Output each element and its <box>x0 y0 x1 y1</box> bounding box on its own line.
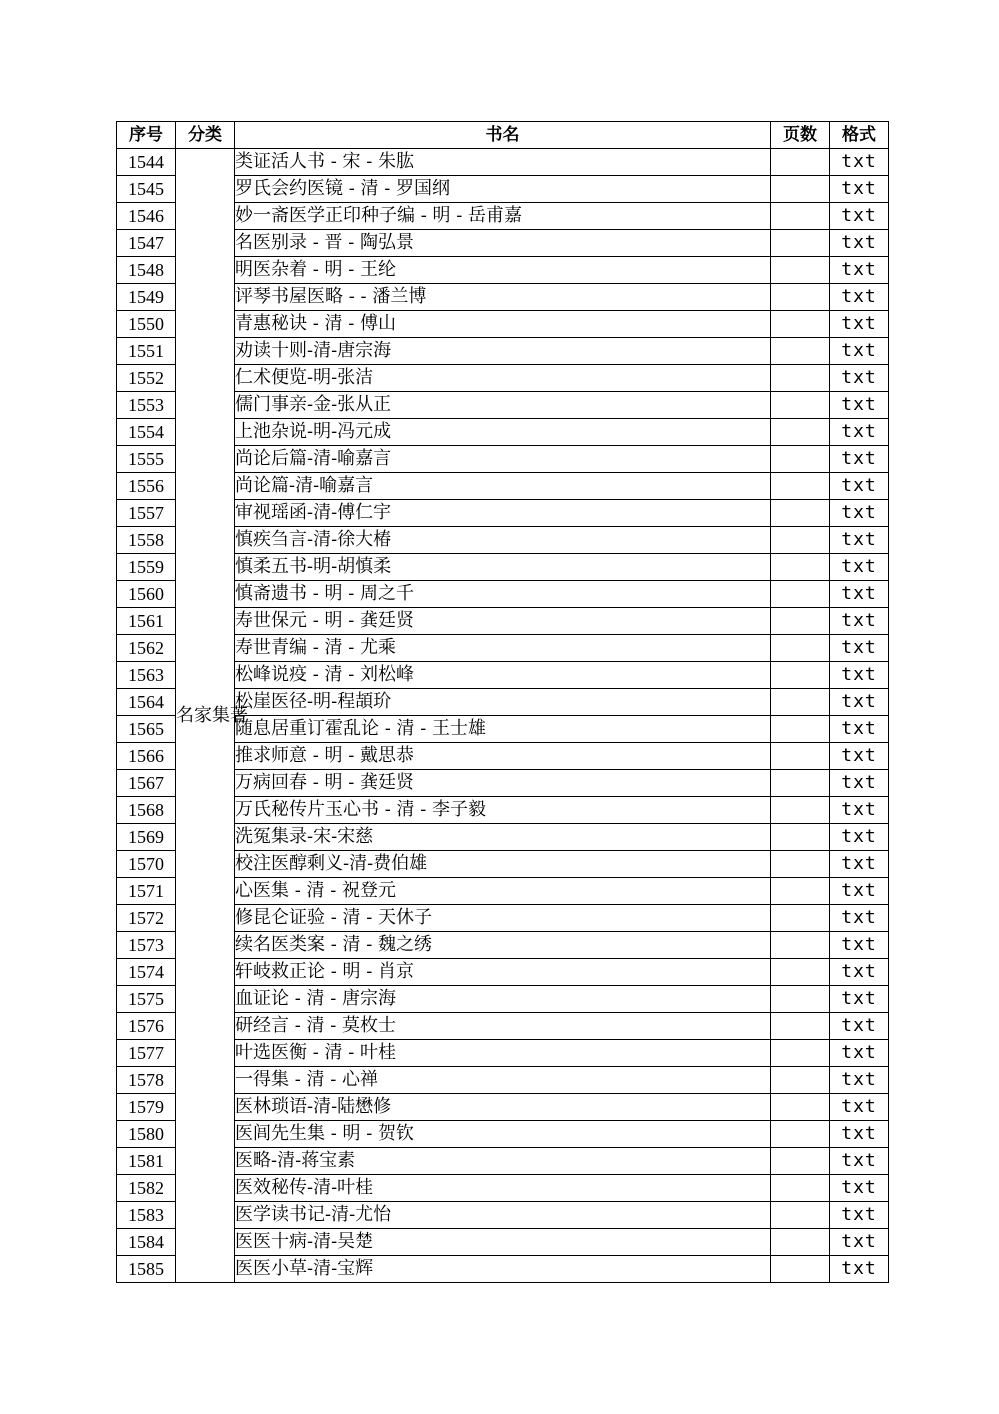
file-format: txt <box>830 230 889 257</box>
book-title: 儒门事亲-金-张从正 <box>235 392 771 419</box>
book-title: 慎疾刍言-清-徐大椿 <box>235 527 771 554</box>
file-format: txt <box>830 176 889 203</box>
file-format: txt <box>830 689 889 716</box>
file-format: txt <box>830 581 889 608</box>
book-title: 续名医类案 - 清 - 魏之绣 <box>235 932 771 959</box>
page-count <box>771 419 830 446</box>
book-title: 类证活人书 - 宋 - 朱肱 <box>235 149 771 176</box>
page-count <box>771 203 830 230</box>
row-number: 1559 <box>117 554 176 581</box>
page-count <box>771 1256 830 1283</box>
page-count <box>771 743 830 770</box>
page-count <box>771 1121 830 1148</box>
page-count <box>771 257 830 284</box>
file-format: txt <box>830 662 889 689</box>
file-format: txt <box>830 365 889 392</box>
file-format: txt <box>830 392 889 419</box>
row-number: 1585 <box>117 1256 176 1283</box>
row-number: 1551 <box>117 338 176 365</box>
page-count <box>771 770 830 797</box>
book-title: 校注医醇剩义-清-费伯雄 <box>235 851 771 878</box>
row-number: 1579 <box>117 1094 176 1121</box>
file-format: txt <box>830 797 889 824</box>
book-title: 推求师意 - 明 - 戴思恭 <box>235 743 771 770</box>
book-title: 医学读书记-清-尤怡 <box>235 1202 771 1229</box>
book-title: 名医别录 - 晋 - 陶弘景 <box>235 230 771 257</box>
book-title: 心医集 - 清 - 祝登元 <box>235 878 771 905</box>
row-number: 1555 <box>117 446 176 473</box>
page-count <box>771 176 830 203</box>
book-title: 松峰说疫 - 清 - 刘松峰 <box>235 662 771 689</box>
row-number: 1560 <box>117 581 176 608</box>
row-number: 1545 <box>117 176 176 203</box>
book-title: 万病回春 - 明 - 龚廷贤 <box>235 770 771 797</box>
file-format: txt <box>830 473 889 500</box>
page-count <box>771 230 830 257</box>
file-format: txt <box>830 1067 889 1094</box>
page-count <box>771 986 830 1013</box>
table-body <box>117 149 889 1283</box>
page-count <box>771 1202 830 1229</box>
row-number: 1549 <box>117 284 176 311</box>
header-row <box>117 122 889 149</box>
book-title: 医效秘传-清-叶桂 <box>235 1175 771 1202</box>
row-number: 1571 <box>117 878 176 905</box>
row-number: 1568 <box>117 797 176 824</box>
header-category: 分类 <box>176 122 235 149</box>
file-format: txt <box>830 257 889 284</box>
page-count <box>771 365 830 392</box>
category-cell: 名家集著 <box>176 149 235 1283</box>
page-count <box>771 446 830 473</box>
book-title: 叶选医衡 - 清 - 叶桂 <box>235 1040 771 1067</box>
file-format: txt <box>830 608 889 635</box>
page-count <box>771 959 830 986</box>
file-format: txt <box>830 1013 889 1040</box>
row-number: 1563 <box>117 662 176 689</box>
table-header <box>117 122 889 149</box>
row-number: 1562 <box>117 635 176 662</box>
page-count <box>771 878 830 905</box>
page-count <box>771 311 830 338</box>
page-count <box>771 716 830 743</box>
row-number: 1558 <box>117 527 176 554</box>
file-format: txt <box>830 149 889 176</box>
book-title: 妙一斋医学正印种子编 - 明 - 岳甫嘉 <box>235 203 771 230</box>
row-number: 1576 <box>117 1013 176 1040</box>
header-format: 格式 <box>830 122 889 149</box>
page-count <box>771 500 830 527</box>
row-number: 1583 <box>117 1202 176 1229</box>
page-count <box>771 1229 830 1256</box>
page-count <box>771 1067 830 1094</box>
row-number: 1574 <box>117 959 176 986</box>
book-title: 明医杂着 - 明 - 王纶 <box>235 257 771 284</box>
row-number: 1547 <box>117 230 176 257</box>
row-number: 1584 <box>117 1229 176 1256</box>
row-number: 1544 <box>117 149 176 176</box>
file-format: txt <box>830 1175 889 1202</box>
book-title: 医医十病-清-吴楚 <box>235 1229 771 1256</box>
file-format: txt <box>830 635 889 662</box>
book-title: 罗氏会约医镜 - 清 - 罗国纲 <box>235 176 771 203</box>
page-count <box>771 554 830 581</box>
page-count <box>771 527 830 554</box>
file-format: txt <box>830 851 889 878</box>
file-format: txt <box>830 527 889 554</box>
page-count <box>771 689 830 716</box>
row-number: 1548 <box>117 257 176 284</box>
row-number: 1575 <box>117 986 176 1013</box>
row-number: 1570 <box>117 851 176 878</box>
row-number: 1557 <box>117 500 176 527</box>
page-count <box>771 284 830 311</box>
file-format: txt <box>830 1256 889 1283</box>
file-format: txt <box>830 1148 889 1175</box>
book-title: 医医小草-清-宝辉 <box>235 1256 771 1283</box>
row-number: 1581 <box>117 1148 176 1175</box>
book-title: 医闾先生集 - 明 - 贺钦 <box>235 1121 771 1148</box>
row-number: 1573 <box>117 932 176 959</box>
table-row <box>117 149 889 176</box>
row-number: 1550 <box>117 311 176 338</box>
page-count <box>771 473 830 500</box>
file-format: txt <box>830 959 889 986</box>
page-count <box>771 905 830 932</box>
row-number: 1564 <box>117 689 176 716</box>
row-number: 1561 <box>117 608 176 635</box>
book-title: 上池杂说-明-冯元成 <box>235 419 771 446</box>
book-title: 轩岐救正论 - 明 - 肖京 <box>235 959 771 986</box>
file-format: txt <box>830 1202 889 1229</box>
book-title: 寿世青编 - 清 - 尤乘 <box>235 635 771 662</box>
book-title: 万氏秘传片玉心书 - 清 - 李子毅 <box>235 797 771 824</box>
file-format: txt <box>830 986 889 1013</box>
book-title: 医林琐语-清-陆懋修 <box>235 1094 771 1121</box>
book-title: 评琴书屋医略 - - 潘兰博 <box>235 284 771 311</box>
book-title: 尚论后篇-清-喻嘉言 <box>235 446 771 473</box>
book-title: 寿世保元 - 明 - 龚廷贤 <box>235 608 771 635</box>
book-title: 一得集 - 清 - 心禅 <box>235 1067 771 1094</box>
book-title: 修昆仑证验 - 清 - 天休子 <box>235 905 771 932</box>
file-format: txt <box>830 203 889 230</box>
row-number: 1546 <box>117 203 176 230</box>
book-title: 松崖医径-明-程頡玠 <box>235 689 771 716</box>
row-number: 1577 <box>117 1040 176 1067</box>
book-title: 血证论 - 清 - 唐宗海 <box>235 986 771 1013</box>
book-catalog-table <box>116 121 889 1283</box>
file-format: txt <box>830 905 889 932</box>
book-title: 医略-清-蒋宝素 <box>235 1148 771 1175</box>
page-count <box>771 608 830 635</box>
page-count <box>771 851 830 878</box>
file-format: txt <box>830 824 889 851</box>
row-number: 1553 <box>117 392 176 419</box>
page-count <box>771 392 830 419</box>
file-format: txt <box>830 284 889 311</box>
file-format: txt <box>830 1229 889 1256</box>
book-title: 尚论篇-清-喻嘉言 <box>235 473 771 500</box>
file-format: txt <box>830 338 889 365</box>
file-format: txt <box>830 1040 889 1067</box>
page-count <box>771 662 830 689</box>
book-title: 研经言 - 清 - 莫枚士 <box>235 1013 771 1040</box>
file-format: txt <box>830 743 889 770</box>
row-number: 1556 <box>117 473 176 500</box>
book-title: 审视瑶函-清-傅仁宇 <box>235 500 771 527</box>
page-count <box>771 581 830 608</box>
file-format: txt <box>830 878 889 905</box>
file-format: txt <box>830 446 889 473</box>
row-number: 1566 <box>117 743 176 770</box>
row-number: 1572 <box>117 905 176 932</box>
book-title: 青惠秘诀 - 清 - 傅山 <box>235 311 771 338</box>
book-title: 慎柔五书-明-胡慎柔 <box>235 554 771 581</box>
book-title: 洗冤集录-宋-宋慈 <box>235 824 771 851</box>
row-number: 1569 <box>117 824 176 851</box>
file-format: txt <box>830 716 889 743</box>
page-count <box>771 824 830 851</box>
file-format: txt <box>830 554 889 581</box>
book-title: 慎斋遗书 - 明 - 周之千 <box>235 581 771 608</box>
book-title: 仁术便览-明-张洁 <box>235 365 771 392</box>
row-number: 1578 <box>117 1067 176 1094</box>
book-title: 随息居重订霍乱论 - 清 - 王士雄 <box>235 716 771 743</box>
file-format: txt <box>830 932 889 959</box>
file-format: txt <box>830 419 889 446</box>
page-count <box>771 1148 830 1175</box>
row-number: 1567 <box>117 770 176 797</box>
row-number: 1580 <box>117 1121 176 1148</box>
page-count <box>771 1040 830 1067</box>
page-count <box>771 635 830 662</box>
file-format: txt <box>830 1094 889 1121</box>
book-title: 劝读十则-清-唐宗海 <box>235 338 771 365</box>
page-count <box>771 797 830 824</box>
row-number: 1565 <box>117 716 176 743</box>
page-count <box>771 1175 830 1202</box>
page-count <box>771 1013 830 1040</box>
file-format: txt <box>830 311 889 338</box>
header-title: 书名 <box>235 122 771 149</box>
header-no: 序号 <box>117 122 176 149</box>
page-count <box>771 338 830 365</box>
page-count <box>771 932 830 959</box>
header-pages: 页数 <box>771 122 830 149</box>
row-number: 1582 <box>117 1175 176 1202</box>
row-number: 1554 <box>117 419 176 446</box>
page-count <box>771 149 830 176</box>
file-format: txt <box>830 770 889 797</box>
file-format: txt <box>830 500 889 527</box>
row-number: 1552 <box>117 365 176 392</box>
page-count <box>771 1094 830 1121</box>
file-format: txt <box>830 1121 889 1148</box>
